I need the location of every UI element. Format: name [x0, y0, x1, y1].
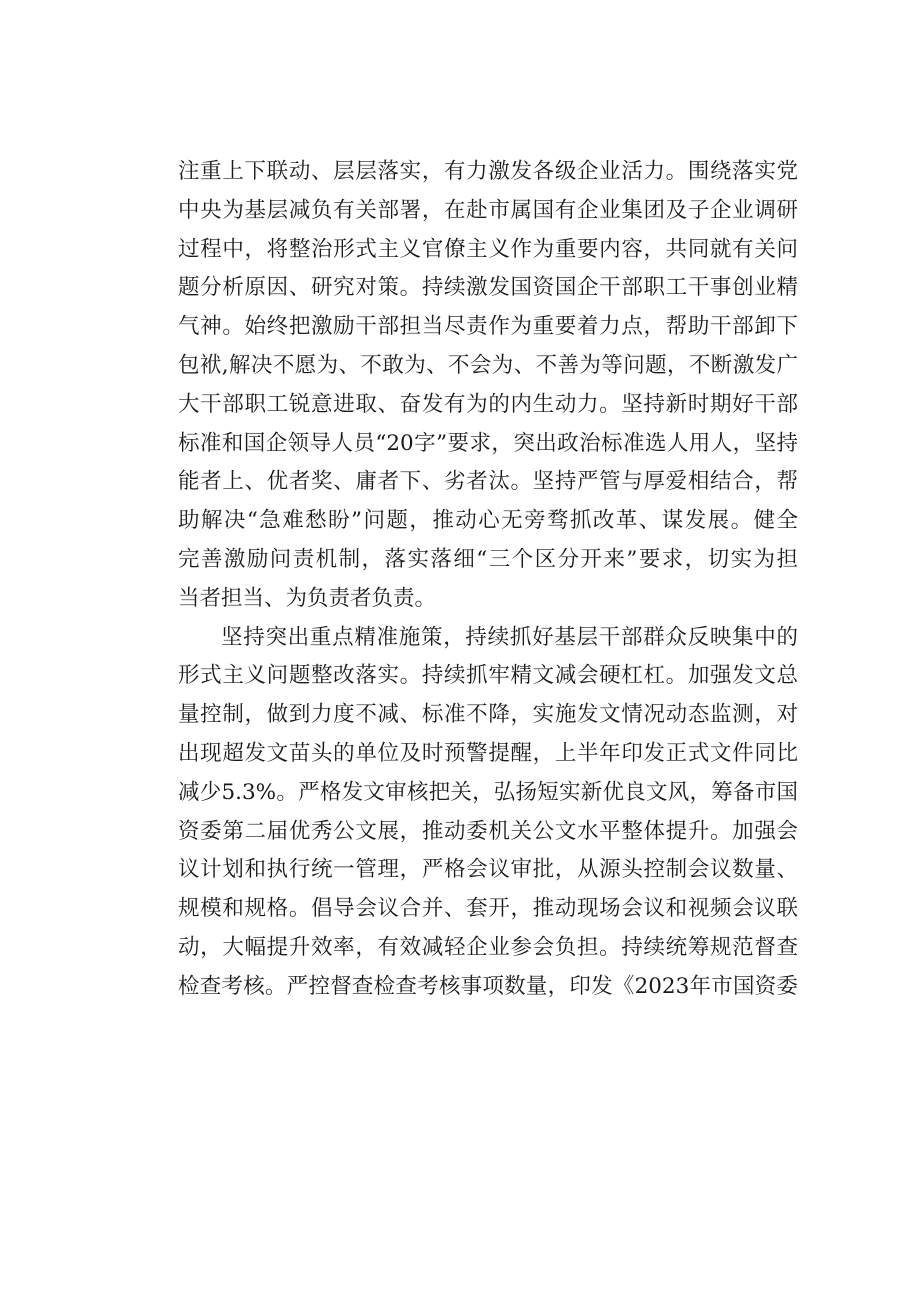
text-line: 量控制，做到力度不减、标准不降，实施发文情况动态监测，对	[178, 702, 798, 728]
text-line: 能者上、优者奖、庸者下、劣者汰。坚持严管与厚爱相结合，帮	[178, 469, 798, 495]
text-line: 过程中，将整治形式主义官僚主义作为重要内容，共同就有关问	[178, 236, 798, 262]
text-line: 出现超发文苗头的单位及时预警提醒，上半年印发正式文件同比	[178, 740, 798, 766]
text-line: 气神。始终把激励干部担当尽责作为重要着力点，帮助干部卸下	[178, 314, 798, 340]
text-line: 完善激励问责机制，落实落细“三个区分开来”要求，切实为担	[178, 546, 798, 572]
body-text	[178, 153, 798, 1007]
text-line: 资委第二届优秀公文展，推动委机关公文水平整体提升。加强会	[178, 818, 798, 844]
text-line: 标准和国企领导人员“20字”要求，突出政治标准选人用人，坚持	[178, 430, 798, 456]
text-line: 议计划和执行统一管理，严格会议审批，从源头控制会议数量、	[178, 857, 798, 883]
text-line: 助解决“急难愁盼”问题，推动心无旁骛抓改革、谋发展。健全	[178, 508, 798, 534]
text-line: 题分析原因、研究对策。持续激发国资国企干部职工干事创业精	[178, 275, 798, 301]
text-line: 检查考核。严控督查检查考核事项数量，印发《2023年市国资委	[178, 973, 798, 999]
text-line: 中央为基层减负有关部署，在赴市属国有企业集团及子企业调研	[178, 197, 798, 223]
text-line: 减少5.3%。严格发文审核把关，弘扬短实新优良文风，筹备市国	[178, 779, 798, 805]
paragraph-last-line: 当者担当、为负责者负责。	[178, 585, 437, 611]
text-line: 规模和规格。倡导会议合并、套开，推动现场会议和视频会议联	[178, 896, 798, 922]
text-line: 形式主义问题整改落实。持续抓牢精文减会硬杠杠。加强发文总	[178, 663, 798, 689]
paragraph-first-line: 坚持突出重点精准施策，持续抓好基层干部群众反映集中的	[221, 624, 798, 650]
text-line: 包袱,解决不愿为、不敢为、不会为、不善为等问题，不断激发广	[178, 352, 798, 378]
text-line: 注重上下联动、层层落实，有力激发各级企业活力。围绕落实党	[178, 159, 798, 184]
text-line: 大干部职工锐意进取、奋发有为的内生动力。坚持新时期好干部	[178, 391, 798, 417]
text-line: 动，大幅提升效率，有效减轻企业参会负担。持续统筹规范督查	[178, 934, 798, 960]
